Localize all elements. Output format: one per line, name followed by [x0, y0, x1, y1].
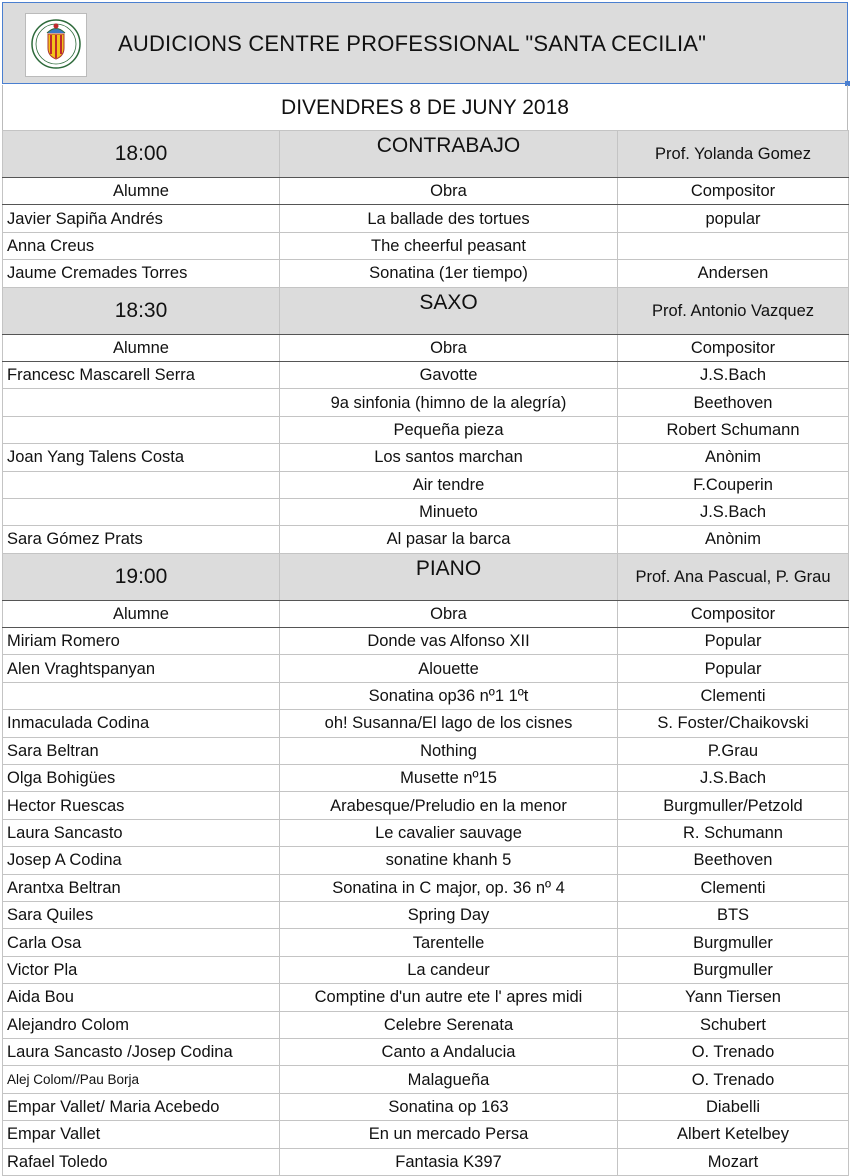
piece-cell: Spring Day	[280, 901, 618, 928]
column-header-alumne: Alumne	[3, 178, 280, 205]
column-header-alumne: Alumne	[3, 334, 280, 361]
composer-cell: Burgmuller/Petzold	[618, 792, 849, 819]
section-professor: Prof. Yolanda Gomez	[618, 131, 849, 178]
piece-cell: Musette nº15	[280, 765, 618, 792]
piece-cell: Alouette	[280, 655, 618, 682]
student-cell: Francesc Mascarell Serra	[3, 361, 280, 388]
piece-cell: 9a sinfonia (himno de la alegría)	[280, 389, 618, 416]
event-date: DIVENDRES 8 DE JUNY 2018	[2, 85, 848, 130]
composer-cell: Beethoven	[618, 389, 849, 416]
piece-cell: Gavotte	[280, 361, 618, 388]
composer-cell: O. Trenado	[618, 1066, 849, 1093]
composer-cell: J.S.Bach	[618, 765, 849, 792]
composer-cell	[618, 232, 849, 259]
piece-cell: Tarentelle	[280, 929, 618, 956]
piece-cell: Sonatina op36 nº1 1ºt	[280, 682, 618, 709]
composer-cell: J.S.Bach	[618, 361, 849, 388]
student-cell: Javier Sapiña Andrés	[3, 205, 280, 232]
student-cell	[3, 389, 280, 416]
table-row	[3, 260, 849, 287]
composer-cell: BTS	[618, 901, 849, 928]
section-professor: Prof. Ana Pascual, P. Grau	[618, 553, 849, 600]
student-cell: Alej Colom//Pau Borja	[3, 1066, 280, 1093]
student-cell: Joan Yang Talens Costa	[3, 444, 280, 471]
table-row	[3, 628, 849, 655]
composer-cell: F.Couperin	[618, 471, 849, 498]
composer-cell: Anònim	[618, 526, 849, 553]
table-row	[3, 901, 849, 928]
piece-cell: Air tendre	[280, 471, 618, 498]
section-instrument: SAXO	[280, 287, 618, 334]
table-row	[3, 792, 849, 819]
column-header-compositor: Compositor	[618, 178, 849, 205]
composer-cell: J.S.Bach	[618, 498, 849, 525]
student-cell: Anna Creus	[3, 232, 280, 259]
piece-cell: Canto a Andalucia	[280, 1038, 618, 1065]
table-row	[3, 389, 849, 416]
section-instrument: CONTRABAJO	[280, 131, 618, 178]
student-cell: Jaume Cremades Torres	[3, 260, 280, 287]
composer-cell: Albert Ketelbey	[618, 1121, 849, 1148]
student-cell: Sara Gómez Prats	[3, 526, 280, 553]
student-cell: Sara Quiles	[3, 901, 280, 928]
column-header-compositor: Compositor	[618, 600, 849, 627]
piece-cell: La candeur	[280, 956, 618, 983]
student-cell: Inmaculada Codina	[3, 710, 280, 737]
composer-cell: Andersen	[618, 260, 849, 287]
student-cell: Laura Sancasto	[3, 819, 280, 846]
student-cell: Laura Sancasto /Josep Codina	[3, 1038, 280, 1065]
piece-cell: Comptine d'un autre ete l' apres midi	[280, 984, 618, 1011]
composer-cell: Robert Schumann	[618, 416, 849, 443]
piece-cell: Sonatina in C major, op. 36 nº 4	[280, 874, 618, 901]
table-row	[3, 710, 849, 737]
piece-cell: Fantasia K397	[280, 1148, 618, 1175]
composer-cell: Burgmuller	[618, 956, 849, 983]
table-row	[3, 361, 849, 388]
piece-cell: Celebre Serenata	[280, 1011, 618, 1038]
section-time: 18:30	[3, 287, 280, 334]
table-row	[3, 682, 849, 709]
composer-cell: Clementi	[618, 874, 849, 901]
page-title: AUDICIONS CENTRE PROFESSIONAL "SANTA CECILIA"	[118, 31, 707, 56]
piece-cell: Nothing	[280, 737, 618, 764]
table-row	[3, 232, 849, 259]
student-cell: Josep A Codina	[3, 847, 280, 874]
schedule-table	[2, 130, 849, 1176]
table-row	[3, 444, 849, 471]
student-cell	[3, 416, 280, 443]
table-row	[3, 984, 849, 1011]
student-cell: Olga Bohigües	[3, 765, 280, 792]
composer-cell: P.Grau	[618, 737, 849, 764]
composer-cell: Yann Tiersen	[618, 984, 849, 1011]
composer-cell: Schubert	[618, 1011, 849, 1038]
composer-cell: Burgmuller	[618, 929, 849, 956]
column-header-row	[3, 178, 849, 205]
composer-cell: Beethoven	[618, 847, 849, 874]
student-cell: Victor Pla	[3, 956, 280, 983]
piece-cell: Minueto	[280, 498, 618, 525]
table-row	[3, 1093, 849, 1120]
student-cell: Rafael Toledo	[3, 1148, 280, 1175]
column-header-row	[3, 600, 849, 627]
composer-cell: O. Trenado	[618, 1038, 849, 1065]
section-professor: Prof. Antonio Vazquez	[618, 287, 849, 334]
piece-cell: oh! Susanna/El lago de los cisnes	[280, 710, 618, 737]
student-cell: Alejandro Colom	[3, 1011, 280, 1038]
table-row	[3, 1121, 849, 1148]
piece-cell: La ballade des tortues	[280, 205, 618, 232]
piece-cell: Pequeña pieza	[280, 416, 618, 443]
section-header-saxo	[3, 287, 849, 334]
table-row	[3, 847, 849, 874]
piece-cell: En un mercado Persa	[280, 1121, 618, 1148]
table-row	[3, 1066, 849, 1093]
piece-cell: Los santos marchan	[280, 444, 618, 471]
composer-cell: Diabelli	[618, 1093, 849, 1120]
table-row	[3, 1148, 849, 1175]
student-cell: Empar Vallet/ Maria Acebedo	[3, 1093, 280, 1120]
table-row	[3, 956, 849, 983]
column-header-alumne: Alumne	[3, 600, 280, 627]
section-header-contrabajo	[3, 131, 849, 178]
table-row	[3, 1011, 849, 1038]
table-row	[3, 737, 849, 764]
composer-cell: S. Foster/Chaikovski	[618, 710, 849, 737]
composer-cell: Clementi	[618, 682, 849, 709]
section-time: 18:00	[3, 131, 280, 178]
composer-cell: Popular	[618, 655, 849, 682]
table-row	[3, 655, 849, 682]
composer-cell: Popular	[618, 628, 849, 655]
student-cell: Alen Vraghtspanyan	[3, 655, 280, 682]
section-header-piano	[3, 553, 849, 600]
section-time: 19:00	[3, 553, 280, 600]
table-row	[3, 471, 849, 498]
composer-cell: popular	[618, 205, 849, 232]
piece-cell: Malagueña	[280, 1066, 618, 1093]
table-row	[3, 929, 849, 956]
student-cell: Arantxa Beltran	[3, 874, 280, 901]
student-cell: Aida Bou	[3, 984, 280, 1011]
student-cell	[3, 498, 280, 525]
piece-cell: Sonatina (1er tiempo)	[280, 260, 618, 287]
table-row	[3, 819, 849, 846]
column-header-obra: Obra	[280, 600, 618, 627]
column-header-compositor: Compositor	[618, 334, 849, 361]
piece-cell: The cheerful peasant	[280, 232, 618, 259]
piece-cell: Arabesque/Preludio en la menor	[280, 792, 618, 819]
table-row	[3, 205, 849, 232]
column-header-obra: Obra	[280, 334, 618, 361]
student-cell: Carla Osa	[3, 929, 280, 956]
column-header-row	[3, 334, 849, 361]
piece-cell: Donde vas Alfonso XII	[280, 628, 618, 655]
student-cell: Miriam Romero	[3, 628, 280, 655]
section-instrument: PIANO	[280, 553, 618, 600]
table-row	[3, 1038, 849, 1065]
table-row	[3, 765, 849, 792]
school-crest-icon	[25, 13, 87, 77]
table-row	[3, 416, 849, 443]
piece-cell: sonatine khanh 5	[280, 847, 618, 874]
student-cell: Empar Vallet	[3, 1121, 280, 1148]
composer-cell: R. Schumann	[618, 819, 849, 846]
student-cell	[3, 471, 280, 498]
header-banner	[2, 2, 848, 84]
piece-cell: Sonatina op 163	[280, 1093, 618, 1120]
composer-cell: Mozart	[618, 1148, 849, 1175]
composer-cell: Anònim	[618, 444, 849, 471]
piece-cell: Le cavalier sauvage	[280, 819, 618, 846]
piece-cell: Al pasar la barca	[280, 526, 618, 553]
student-cell: Sara Beltran	[3, 737, 280, 764]
column-header-obra: Obra	[280, 178, 618, 205]
table-row	[3, 526, 849, 553]
student-cell: Hector Ruescas	[3, 792, 280, 819]
student-cell	[3, 682, 280, 709]
table-row	[3, 498, 849, 525]
table-row	[3, 874, 849, 901]
